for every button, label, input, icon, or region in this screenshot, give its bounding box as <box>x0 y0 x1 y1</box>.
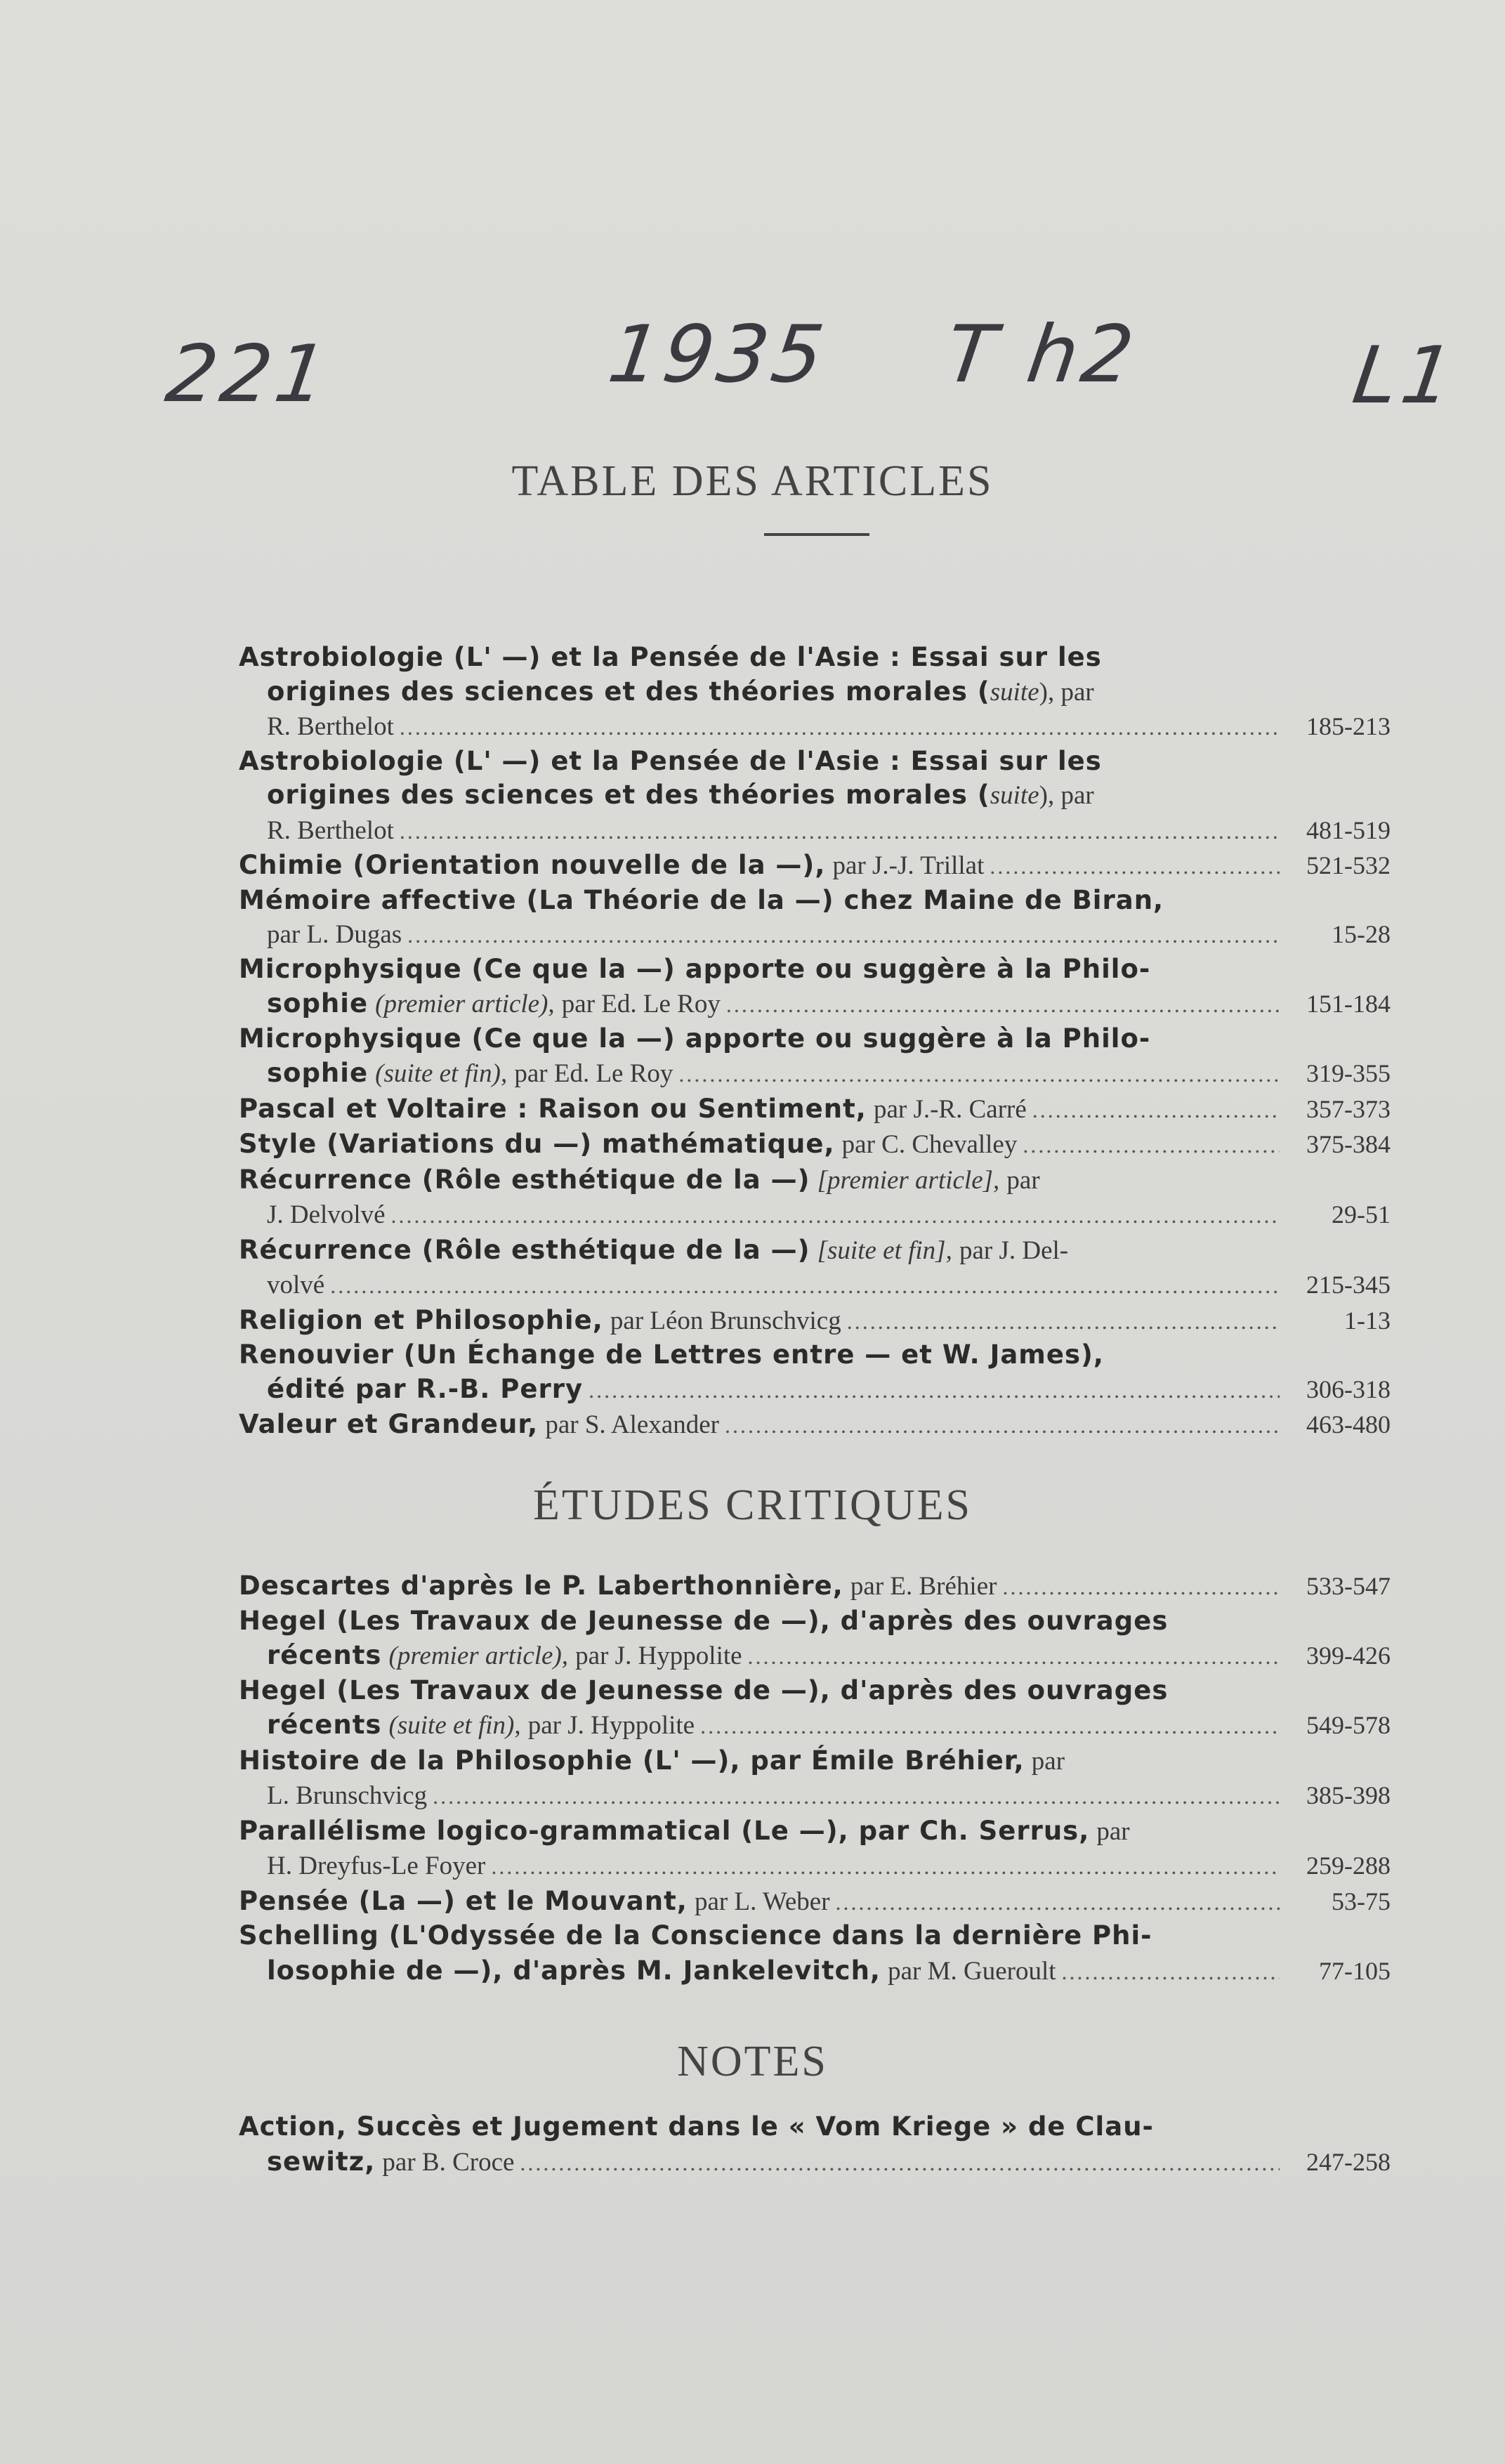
page-range: 15-28 <box>1332 920 1391 948</box>
page-title: TABLE DES ARTICLES <box>511 457 994 505</box>
list-item: Chimie (Orientation nouvelle de la —), par J.-J. Trillat ..... 521-532 <box>239 848 1391 884</box>
title-divider <box>764 533 869 536</box>
section-title-notes: NOTES <box>677 2038 828 2085</box>
page-range: 1-13 <box>1344 1306 1391 1335</box>
page-range: 151-184 <box>1306 990 1391 1018</box>
articles-list <box>239 641 1391 1443</box>
page-range: 521-532 <box>1306 851 1391 879</box>
list-item: Pensée (La —) et le Mouvant, par L. Weber ..... 53-75 <box>239 1884 1391 1920</box>
list-item: Action, Succès et Jugement dans le « Vom Kriege » de Clau- sewitz, par B. Croce ..... 247-258 <box>239 2110 1391 2180</box>
list-item: Astrobiologie (L' —) et la Pensée de l'Asie : Essai sur les origines des sciences et des théories morales ( suite ), par R. Berthelot ..... 185-213 <box>239 641 1391 745</box>
page-range: 549-578 <box>1306 1711 1391 1739</box>
list-item: Hegel (Les Travaux de Jeunesse de —), d'après des ouvrages récents (suite et fin), par J. Hyppolite ..... 549-578 <box>239 1674 1391 1743</box>
page-range: 375-384 <box>1306 1130 1391 1158</box>
handwritten-note-right: L1 <box>1347 330 1463 421</box>
handwritten-note-left: 221 <box>160 329 336 420</box>
list-item: Pascal et Voltaire : Raison ou Sentiment, par J.-R. Carré ..... 357-373 <box>239 1092 1391 1127</box>
list-item: Renouvier (Un Échange de Lettres entre — et W. James), édité par R.-B. Perry ..... 306-318 <box>239 1338 1391 1407</box>
list-item: Récurrence (Rôle esthétique de la —) [suite et fin], par J. Del- volvé ..... 215-345 <box>239 1233 1391 1303</box>
page-range: 247-258 <box>1306 2147 1391 2176</box>
list-item: Valeur et Grandeur, par S. Alexander ..... 463-480 <box>239 1407 1391 1443</box>
page-range: 53-75 <box>1332 1887 1391 1915</box>
page-range: 533-547 <box>1306 1572 1391 1600</box>
list-item: Microphysique (Ce que la —) apporte ou suggère à la Philo- sophie (suite et fin), par Ed. Le Roy ..... 319-355 <box>239 1022 1391 1092</box>
list-item: Descartes d'après le P. Laberthonnière, par E. Bréhier ..... 533-547 <box>239 1568 1391 1604</box>
page-range: 319-355 <box>1306 1059 1391 1087</box>
page-range: 463-480 <box>1306 1410 1391 1439</box>
page-range: 259-288 <box>1306 1852 1391 1880</box>
list-item: Schelling (L'Odyssée de la Conscience dans la dernière Phi- losophie de —), d'après M. Jankelevitch, par M. Gueroult ..... 77-105 <box>239 1919 1391 1988</box>
list-item: Parallélisme logico-grammatical (Le —), par Ch. Serrus, par H. Dreyfus-Le Foyer ..... 259-288 <box>239 1814 1391 1884</box>
page-range: 77-105 <box>1319 1956 1391 1985</box>
page-range: 385-398 <box>1306 1781 1391 1809</box>
page-range: 306-318 <box>1306 1375 1391 1403</box>
page-range: 185-213 <box>1306 712 1391 740</box>
list-item: Style (Variations du —) mathématique, par C. Chevalley ..... 375-384 <box>239 1127 1391 1162</box>
page-range: 481-519 <box>1306 815 1391 844</box>
handwritten-year: 1935 <box>603 309 834 400</box>
list-item: Microphysique (Ce que la —) apporte ou suggère à la Philo- sophie (premier article), par Ed. Le Roy ..... 151-184 <box>239 952 1391 1022</box>
page-range: 29-51 <box>1332 1200 1391 1228</box>
etudes-list <box>239 1568 1391 1988</box>
list-item: Mémoire affective (La Théorie de la —) chez Maine de Biran, par L. Dugas ..... 15-28 <box>239 884 1391 952</box>
handwritten-code: T h2 <box>940 309 1143 400</box>
list-item: Histoire de la Philosophie (L' —), par Émile Bréhier, par L. Brunschvicg ..... 385-398 <box>239 1743 1391 1814</box>
list-item: Récurrence (Rôle esthétique de la —) [premier article], par J. Delvolvé ..... 29-51 <box>239 1162 1391 1233</box>
page-range: 357-373 <box>1306 1094 1391 1123</box>
list-item: Hegel (Les Travaux de Jeunesse de —), d'après des ouvrages récents (premier article), par J. Hyppolite ..... 399-426 <box>239 1604 1391 1674</box>
list-item: Astrobiologie (L' —) et la Pensée de l'Asie : Essai sur les origines des sciences et des théories morales ( suite ), par R. Berthelot ..... 481-519 <box>239 745 1391 848</box>
page-range: 215-345 <box>1306 1271 1391 1299</box>
notes-list <box>239 2110 1391 2180</box>
section-title-etudes: ÉTUDES CRITIQUES <box>533 1481 972 1529</box>
list-item: Religion et Philosophie, par Léon Brunschvicg ..... 1-13 <box>239 1303 1391 1339</box>
page-range: 399-426 <box>1306 1641 1391 1670</box>
